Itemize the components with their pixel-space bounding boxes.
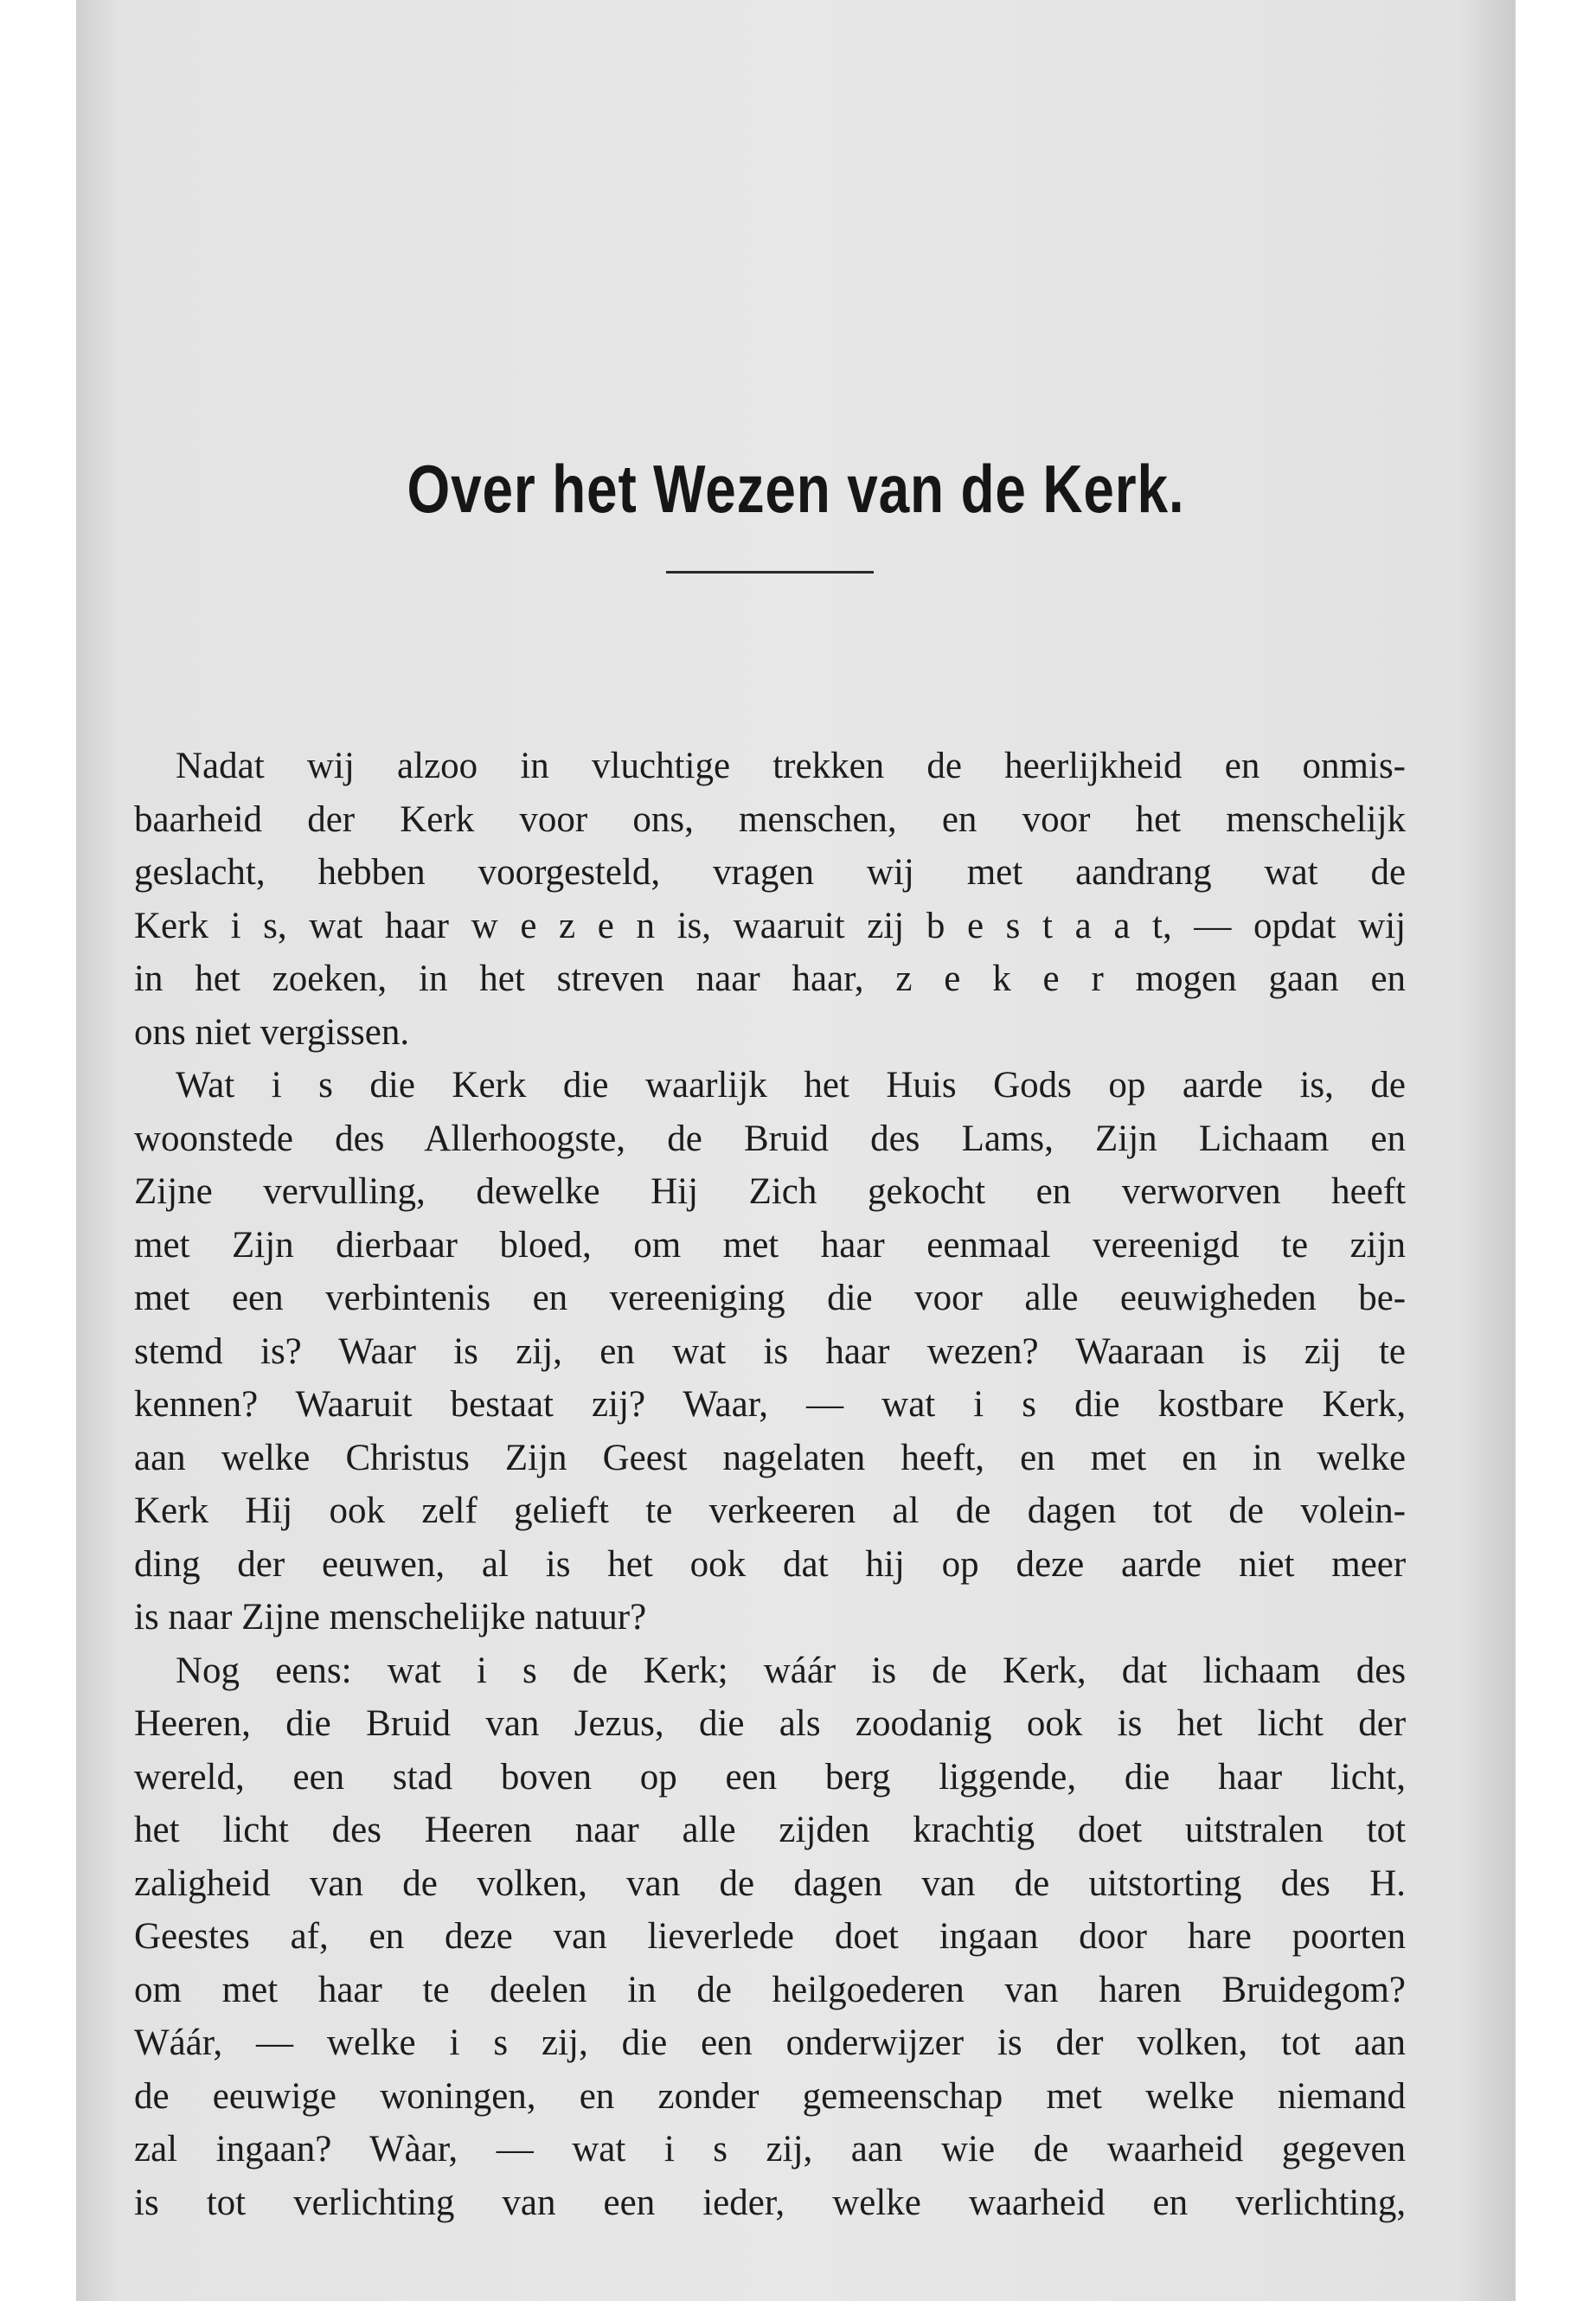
text-line: zal ingaan? Wàar, — wat i s zij, aan wie de waarheid gegeven [134, 2129, 1406, 2170]
text-line: Nadat wij alzoo in vluchtige trekken de heerlijkheid en onmis- [176, 746, 1406, 786]
text-line: het licht des Heeren naar alle zijden krachtig doet uitstralen tot [134, 1810, 1406, 1850]
text-line: Kerk i s, wat haar w e z e n is, waaruit zij b e s t a a t, — opdat wij [134, 905, 1406, 946]
text-line: woonstede des Allerhoogste, de Bruid des Lams, Zijn Lichaam en [134, 1118, 1406, 1159]
text-line: Wáár, — welke i s zij, die een onderwijzer is der volken, tot aan [134, 2022, 1406, 2063]
text-line: Geestes af, en deze van lieverlede doet ingaan door hare poorten [134, 1916, 1406, 1957]
text-line: in het zoeken, in het streven naar haar, z e k e r mogen gaan en [134, 958, 1406, 999]
title-rule [666, 571, 874, 574]
text-line: geslacht, hebben voorgesteld, vragen wij met aandrang wat de [134, 852, 1406, 893]
text-line: Kerk Hij ook zelf gelieft te verkeeren al de dagen tot de volein- [134, 1490, 1406, 1531]
paragraph-3 [134, 1644, 1406, 2230]
text-line: ons niet vergissen. [134, 1011, 410, 1053]
text-line: stemd is? Waar is zij, en wat is haar wezen? Waaraan is zij te [134, 1330, 1406, 1372]
text-line: is naar Zijne menschelijke natuur? [134, 1597, 647, 1638]
text-line: kennen? Waaruit bestaat zij? Waar, — wat i s die kostbare Kerk, [134, 1384, 1406, 1425]
text-line: is tot verlichting van een ieder, welke waarheid en verlichting, [134, 2182, 1406, 2223]
text-line: zaligheid van de volken, van de dagen van de uitstorting des H. [134, 1862, 1406, 1904]
text-line: de eeuwige woningen, en zonder gemeenschap met welke niemand [134, 2075, 1406, 2117]
paragraph-1 [134, 740, 1406, 1059]
text-line: Heeren, die Bruid van Jezus, die als zoodanig ook is het licht der [134, 1703, 1406, 1744]
text-line: wereld, een stad boven op een berg liggende, die haar licht, [134, 1756, 1406, 1798]
text-line: Wat i s die Kerk die waarlijk het Huis Gods op aarde is, de [176, 1065, 1406, 1106]
text-line: om met haar te deelen in de heilgoederen van haren Bruidegom? [134, 1969, 1406, 2010]
text-line: Nog eens: wat i s de Kerk; wáár is de Kerk, dat lichaam des [176, 1650, 1406, 1691]
text-line: baarheid der Kerk voor ons, menschen, en voor het menschelijk [134, 798, 1406, 840]
text-line: met Zijn dierbaar bloed, om met haar eenmaal vereenigd te zijn [134, 1224, 1406, 1266]
text-line: Zijne vervulling, dewelke Hij Zich gekocht en verworven heeft [134, 1171, 1406, 1212]
paragraph-2 [134, 1059, 1406, 1644]
text-line: aan welke Christus Zijn Geest nagelaten heeft, en met en in welke [134, 1437, 1406, 1478]
page-title: Over het Wezen van de Kerk. [407, 451, 1185, 527]
body-text [134, 740, 1406, 2229]
text-line: met een verbintenis en vereeniging die voor alle eeuwigheden be- [134, 1278, 1406, 1318]
text-line: ding der eeuwen, al is het ook dat hij op deze aarde niet meer [134, 1543, 1406, 1585]
